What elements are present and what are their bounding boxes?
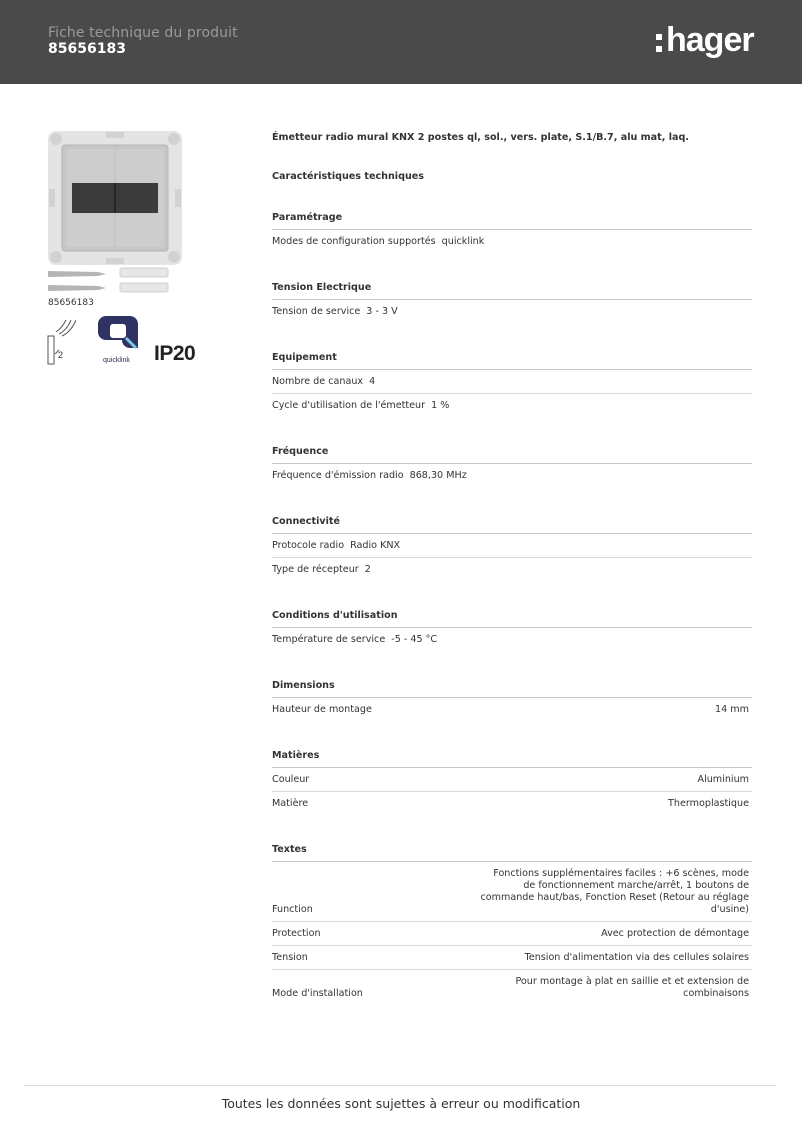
spec-row xyxy=(272,394,752,417)
product-title: Émetteur radio mural KNX 2 postes ql, sol., vers. plate, S.1/B.7, alu mat, laq. xyxy=(272,132,689,143)
spec-label: Nombre de canaux xyxy=(272,376,364,387)
spec-value: 1 % xyxy=(431,400,450,411)
section-title: Paramétrage xyxy=(272,212,752,230)
spec-value: Tension d'alimentation via des cellules solaires xyxy=(524,952,749,963)
spec-row xyxy=(272,230,752,253)
spec-row xyxy=(272,628,752,651)
spec-row xyxy=(272,792,752,815)
spec-row xyxy=(272,970,752,1005)
section-connectivite xyxy=(272,516,752,581)
specifications xyxy=(272,132,752,1005)
spec-value: 868,30 MHz xyxy=(409,470,467,481)
spec-label: Protection xyxy=(272,928,321,939)
spec-value: Fonctions supplémentaires faciles : +6 scènes, mode de fonctionnement marche/arrêt, 1 boutons de commande haut/bas, Fonction Reset (Retour au réglage d'usine) xyxy=(480,868,749,915)
spec-row xyxy=(272,464,752,487)
spec-label: Type de récepteur xyxy=(272,564,359,575)
section-conditions xyxy=(272,610,752,651)
spec-label: Mode d'installation xyxy=(272,988,363,999)
spec-value: Pour montage à plat en saillie et et extension de combinaisons xyxy=(515,976,749,999)
section-title: Matières xyxy=(272,750,752,768)
spec-row xyxy=(272,534,752,558)
spec-label: Hauteur de montage xyxy=(272,704,372,715)
left-product-code: 85656183 xyxy=(48,298,94,308)
spec-row xyxy=(272,768,752,792)
spec-value: quicklink xyxy=(441,236,485,247)
logo-text: hager xyxy=(666,21,754,59)
spec-label: Matière xyxy=(272,798,309,809)
section-title: Conditions d'utilisation xyxy=(272,610,752,628)
hager-logo xyxy=(656,20,754,60)
section-title: Connectivité xyxy=(272,516,752,534)
section-title: Tension Electrique xyxy=(272,282,752,300)
section-title: Equipement xyxy=(272,352,752,370)
spec-label: Modes de configuration supportés xyxy=(272,236,436,247)
spec-value: Aluminium xyxy=(697,774,749,785)
section-frequence xyxy=(272,446,752,487)
spec-value: Thermoplastique xyxy=(668,798,749,809)
radio-channel-count: 2 xyxy=(58,350,64,360)
spec-value: -5 - 45 °C xyxy=(391,634,438,645)
spec-label: Température de service xyxy=(272,634,386,645)
section-tension-electrique xyxy=(272,282,752,323)
spec-label: Tension de service xyxy=(272,306,361,317)
wall-plug-icon xyxy=(120,268,168,292)
section-parametrage xyxy=(272,212,752,253)
section-dimensions xyxy=(272,680,752,721)
footer-disclaimer: Toutes les données sont sujettes à erreur ou modification xyxy=(221,1096,581,1111)
spec-value: Avec protection de démontage xyxy=(601,928,749,939)
header-subtitle: Fiche technique du produit xyxy=(48,25,238,41)
radio-wall-switch-icon xyxy=(46,314,76,366)
spec-label: Fréquence d'émission radio xyxy=(272,470,404,481)
spec-value: 3 - 3 V xyxy=(366,306,398,317)
quicklink-label: quicklink xyxy=(103,357,130,364)
screw-icon xyxy=(48,271,106,291)
ip-rating: IP20 xyxy=(154,342,196,365)
spec-value: 4 xyxy=(369,376,376,387)
spec-label: Function xyxy=(272,904,313,915)
section-equipement xyxy=(272,352,752,417)
page-header xyxy=(0,0,802,84)
spec-row xyxy=(272,946,752,970)
spec-value: 2 xyxy=(364,564,371,575)
spec-row xyxy=(272,300,752,323)
section-textes xyxy=(272,844,752,1005)
header-product-code: 85656183 xyxy=(48,41,126,57)
section-matieres xyxy=(272,750,752,815)
spec-value: Radio KNX xyxy=(350,540,401,551)
spec-row xyxy=(272,698,752,721)
logo-dots-icon xyxy=(656,20,664,60)
spec-label: Cycle d'utilisation de l'émetteur xyxy=(272,400,426,411)
mounting-accessories-image xyxy=(48,266,174,296)
spec-label: Couleur xyxy=(272,774,310,785)
product-image xyxy=(48,131,182,265)
section-title: Textes xyxy=(272,844,752,862)
footer-divider xyxy=(24,1085,776,1086)
spec-row xyxy=(272,862,752,922)
tech-heading: Caractéristiques techniques xyxy=(272,171,425,182)
spec-value: 14 mm xyxy=(715,704,749,715)
spec-row xyxy=(272,558,752,581)
spec-label: Protocole radio xyxy=(272,540,345,551)
spec-row xyxy=(272,922,752,946)
section-title: Dimensions xyxy=(272,680,752,698)
section-title: Fréquence xyxy=(272,446,752,464)
spec-row xyxy=(272,370,752,394)
spec-label: Tension xyxy=(272,952,308,963)
